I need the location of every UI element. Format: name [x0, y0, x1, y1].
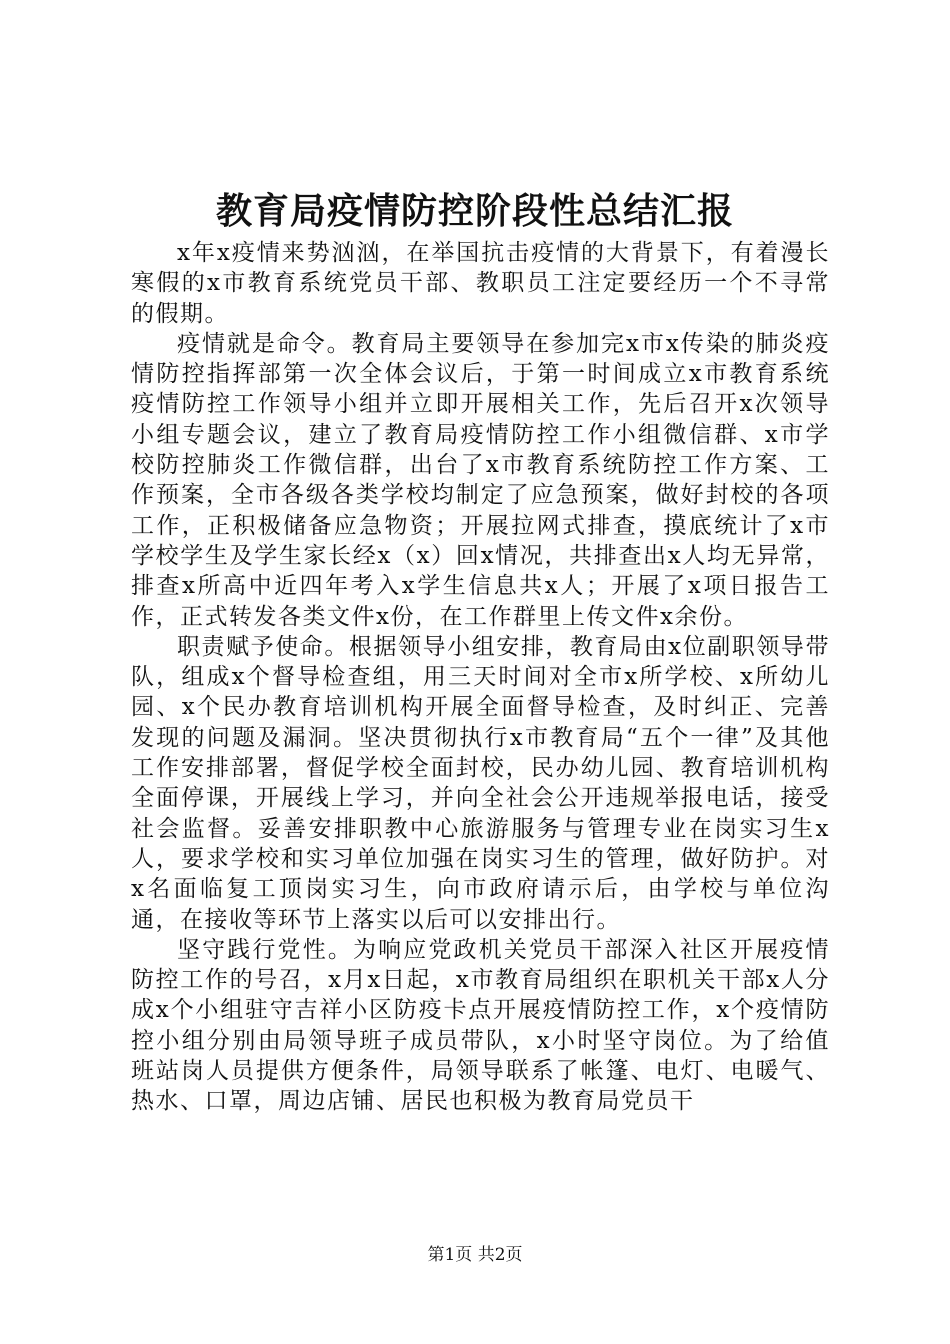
- page-number-footer: 第1页 共2页: [427, 1245, 523, 1265]
- document-title: 教育局疫情防控阶段性总结汇报: [215, 190, 734, 232]
- document-body: [131, 238, 830, 1117]
- paragraph-mission: 职责赋予使命。根据领导小组安排，教育局由x位副职领导带队，组成x个督导检查组，用三天时间对全市x所学校、x所幼儿园、x个民办教育培训机构开展全面督导检查，及时纠正、完善发现的问题及漏洞。坚决贯彻执行x市教育局“五个一律”及其他工作安排部署，督促学校全面封校，民办幼儿园、教育培训机构全面停课，开展线上学习，并向全社会公开违规举报电话，接受社会监督。妥善安排职教中心旅游服务与管理专业在岗实习生x人，要求学校和实习单位加强在岗实习生的管理，做好防护。对x名面临复工顶岗实习生，向市政府请示后，由学校与单位沟通，在接收等环节上落实以后可以安排出行。: [131, 633, 830, 933]
- paragraph-party-spirit: 坚守践行党性。为响应党政机关党员干部深入社区开展疫情防控工作的号召，x月x日起，x市教育局组织在职机关干部x人分成x个小组驻守吉祥小区防疫卡点开展疫情防控工作，x个疫情防控小组分别由局领导班子成员带队，x小时坚守岗位。为了给值班站岗人员提供方便条件，局领导联系了帐篷、电灯、电暖气、热水、口罩，周边店铺、居民也积极为教育局党员干: [131, 936, 830, 1115]
- paragraph-intro: x年x疫情来势汹汹，在举国抗击疫情的大背景下，有着漫长寒假的x市教育系统党员干部、教职员工注定要经历一个不寻常的假期。: [131, 240, 830, 327]
- paragraph-command: 疫情就是命令。教育局主要领导在参加完x市x传染的肺炎疫情防控指挥部第一次全体会议后，于第一时间成立x市教育系统疫情防控工作领导小组并立即开展相关工作，先后召开x次领导小组专题会议，建立了教育局疫情防控工作小组微信群、x市学校防控肺炎工作微信群，出台了x市教育系统防控工作方案、工作预案，全市各级各类学校均制定了应急预案，做好封校的各项工作，正积极储备应急物资；开展拉网式排查，摸底统计了x市学校学生及学生家长经x（x）回x情况，共排查出x人均无异常，排查x所高中近四年考入x学生信息共x人；开展了x项日报告工作，正式转发各类文件x份，在工作群里上传文件x余份。: [131, 330, 830, 630]
